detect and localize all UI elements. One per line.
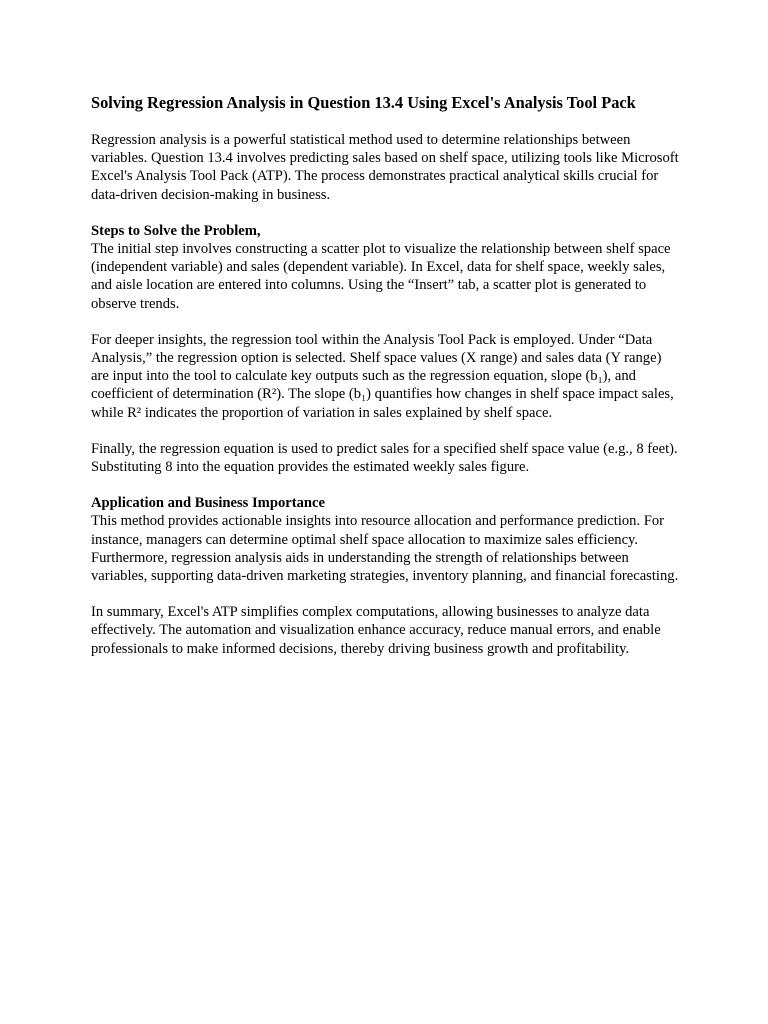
document-page [91,92,681,676]
steps-paragraph-3: Finally, the regression equation is used to predict sales for a specified shelf space value (e.g., 8 feet). Substituting 8 into the equation provides the estimated weekly sales figure. [91,440,678,476]
application-section [91,494,681,585]
application-paragraph: This method provides actionable insights into resource allocation and performance prediction. For instance, managers can determine optimal shelf space allocation to maximize sales efficiency. Furthermore, regression analysis aids in understanding the strength of relationships between variables, supporting data-driven marketing strategies, inventory planning, and financial forecasting. [91,513,679,585]
steps-paragraph-2: For deeper insights, the regression tool within the Analysis Tool Pack is employed. Under “Data Analysis,” the regression option is selected. Shelf space values (X range) and sales data (Y range) are input into the tool to calculate key outputs such as the regression equation, slope (b₁), and coefficient of determination (R²). The slope (b₁) quantifies how changes in shelf space impact sales, while R² indicates the proportion of variation in sales explained by shelf space. [91,331,674,421]
steps-paragraph-1: The initial step involves constructing a scatter plot to visualize the relationship between shelf space (independent variable) and sales (dependent variable). In Excel, data for shelf space, weekly sales, and aisle location are entered into columns. Using the “Insert” tab, a scatter plot is generated to observe trends. [91,241,671,312]
steps-heading: Steps to Solve the Problem, [91,222,261,239]
summary-paragraph: In summary, Excel's ATP simplifies complex computations, allowing businesses to analyze data effectively. The automation and visualization enhance accuracy, reduce manual errors, and enable professionals to make informed decisions, thereby driving business growth and profitability. [91,604,661,657]
intro-paragraph: Regression analysis is a powerful statistical method used to determine relationships between variables. Question 13.4 involves predicting sales based on shelf space, utilizing tools like Microsoft Excel's Analysis Tool Pack (ATP). The process demonstrates practical analytical skills crucial for data-driven decision-making in business. [91,132,679,203]
steps-section [91,222,681,313]
document-title: Solving Regression Analysis in Question 13.4 Using Excel's Analysis Tool Pack [91,93,636,112]
application-heading: Application and Business Importance [91,495,325,512]
